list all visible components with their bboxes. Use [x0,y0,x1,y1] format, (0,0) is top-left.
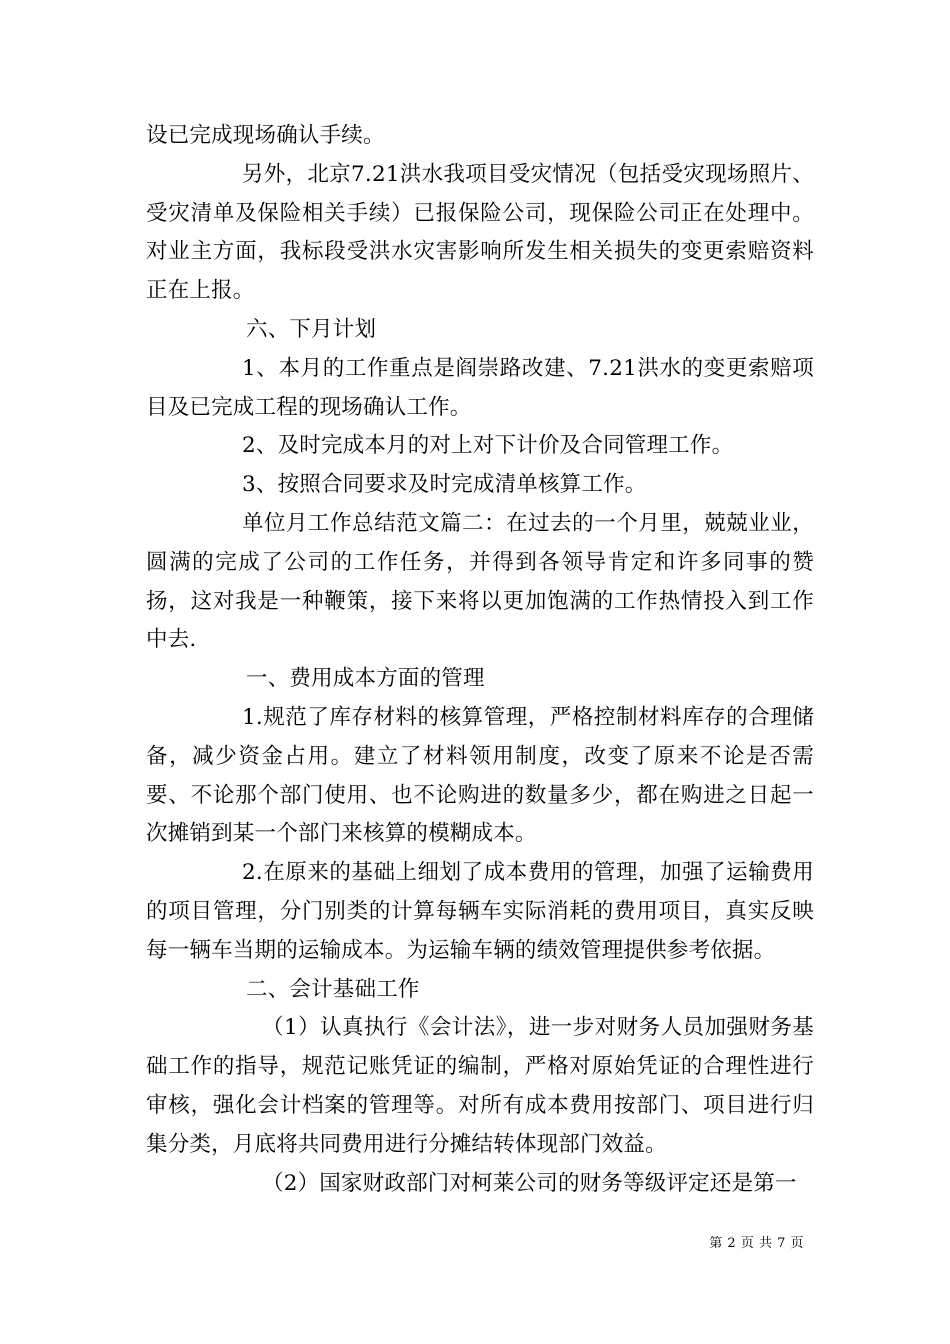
document-body [146,117,814,1203]
section-heading-next-month-plan: 六、下月计划 [246,316,377,342]
section-heading-cost-management: 一、费用成本方面的管理 [246,666,485,692]
paragraph-accounting-item-2: （2）国家财政部门对柯莱公司的财务等级评定还是第一 [262,1170,797,1196]
paragraph-plan-item-3: 3、按照合同要求及时完成清单核算工作。 [242,472,647,498]
paragraph-cost-item-1: 1.规范了库存材料的核算管理，严格控制材料库存的合理储备，减少资金占用。建立了材料领用制度，改变了原来不论是否需要、不论那个部门使用、也不论购进的数量多少，都在购进之日起一次摊销到某一个部门来核算的模糊成本。 [146,704,814,847]
paragraph-2: 另外，北京7.21洪水我项目受灾情况（包括受灾现场照片、受灾清单及保险相关手续）已报保险公司，现保险公司正在处理中。对业主方面，我标段受洪水灾害影响所发生相关损失的变更索赔资料正在上报。 [146,161,814,304]
section-heading-accounting-basics: 二、会计基础工作 [246,976,420,1002]
paragraph-1: 设已完成现场确认手续。 [146,123,385,148]
paragraph-article-two-intro: 单位月工作总结范文篇二：在过去的一个月里，兢兢业业，圆满的完成了公司的工作任务，并得到各领导肯定和许多同事的赞扬，这对我是一种鞭策，接下来将以更加饱满的工作热情投入到工作中去. [146,510,814,653]
paragraph-plan-item-2: 2、及时完成本月的对上对下计价及合同管理工作。 [242,433,734,459]
paragraph-cost-item-2: 2.在原来的基础上细划了成本费用的管理，加强了运输费用的项目管理，分门别类的计算每辆车实际消耗的费用项目，真实反映每一辆车当期的运输成本。为运输车辆的绩效管理提供参考依据。 [146,860,814,963]
page-number-footer: 第 2 页 共 7 页 [709,1236,804,1251]
paragraph-plan-item-1: 1、本月的工作重点是阎崇路改建、7.21洪水的变更索赔项目及已完成工程的现场确认工作。 [146,355,814,420]
paragraph-accounting-item-1: （1）认真执行《会计法》，进一步对财务人员加强财务基础工作的指导，规范记账凭证的编制，严格对原始凭证的合理性进行审核，强化会计档案的管理等。对所有成本费用按部门、项目进行归集分类，月底将共同费用进行分摊结转体现部门效益。 [146,1015,814,1157]
